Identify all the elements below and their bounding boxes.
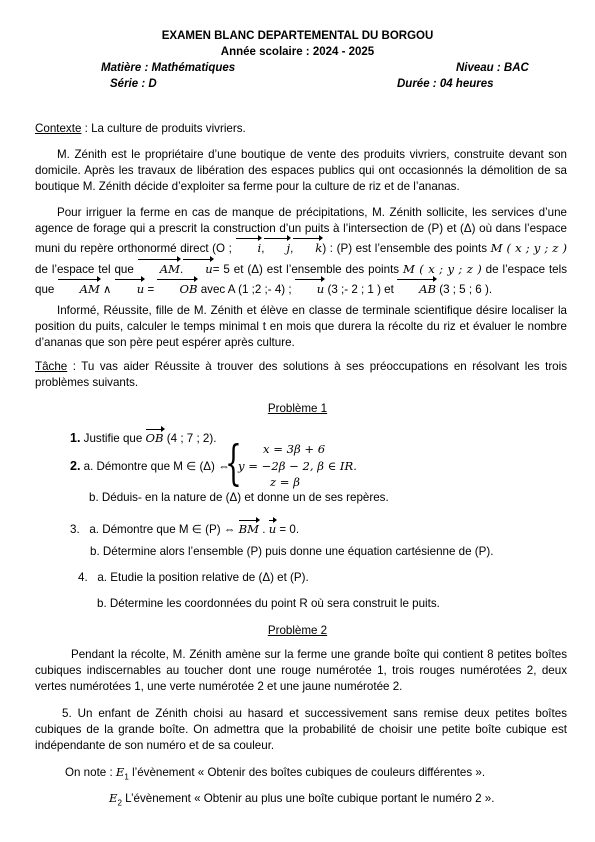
problem-2-title: Problème 2 (267, 624, 328, 637)
context-text: : La culture de produits vivriers. (81, 122, 246, 135)
context-paragraph-1: M. Zénith est le propriétaire d’une boutique de vente des produits vivriers, construite devant son domicile. Après les travaux de libération des espaces publics qui ont occasionnés la démolition de sa boutique M. Zénith décide d’exploiter sa ferme pour la culture de riz et de l’ananas. (35, 148, 567, 194)
task-label: Tâche (35, 360, 68, 373)
duration-label: Durée : 04 heures (397, 78, 494, 90)
question-2a: 2. a. Démontre que M ∈ (Δ) ⇔ (70, 459, 230, 473)
system-line-x: x = 3β + 6 (263, 442, 326, 456)
parametric-system (225, 435, 425, 491)
level-label: Niveau : BAC (456, 62, 529, 74)
context-label: Contexte (35, 122, 82, 135)
context-paragraph-2: Pour irriguer la ferme en cas de manque de précipitations, M. Zénith sollicite, les services d’une agence de forage qui a prescrit la construction d’un puits à l’intersection de (P) et (Δ) où dans l’espace muni du repère orthonormé direct (O ; i, j, k) : (P) est l’ensemble des points M ( x ; y ; z ) de l’espace tel que AM. u= 5 et (Δ) est l’ensemble des points M ( x ; y ; z ) de l’espace tels que AM ∧ u = OB avec A (1 ;2 ;- 4) ; u (3 ;- 2 ; 1 ) et AB (3 ; 5 ; 6 ). (35, 206, 568, 296)
task-text: : Tu vas aider Réussite à trouver des solutions à ses préoccupations en résolvant les trois problèmes suivants. (35, 360, 567, 390)
question-1: 1. Justifie que OB (4 ; 7 ; 2). (70, 428, 216, 445)
problem-1-title: Problème 1 (267, 402, 328, 415)
left-brace: { (225, 435, 242, 491)
event-e2-line: $E_2$ L’évènement « Obtenir au plus une boîte cubique portant le numéro 2 ». (109, 791, 495, 808)
context-paragraph-3: Informé, Réussite, fille de M. Zénith et élève en classe de terminale scientifique désire localiser la position du puits, calculer le temps minimal t en mois que durera la récolte du riz et évaluer le nombre d’ananas que son père peut espérer après culture. (35, 304, 567, 350)
question-2b: b. Déduis- en la nature de (Δ) et donne un de ses repères. (89, 491, 389, 504)
question-4a: 4. a. Etudie la position relative de (Δ) et (P). (78, 571, 309, 584)
system-line-z: z = β (270, 475, 300, 489)
problem-2-paragraph: Pendant la récolte, M. Zénith amène sur la ferme une grande boîte qui contient 8 petites boîtes cubiques indiscernables au toucher dont une rouge numérotée 1, trois rouges numérotées 2, deux vertes numérotées 1, une verte numérotée 2 et une jaune numérotée 2. (35, 648, 567, 694)
question-4b: b. Détermine les coordonnées du point R où sera construit le puits. (97, 597, 440, 610)
series-label: Série : D (110, 78, 157, 90)
question-3b: b. Détermine alors l’ensemble (P) puis donne une équation cartésienne de (P). (90, 545, 494, 558)
context-line (35, 122, 246, 135)
school-year: Année scolaire : 2024 - 2025 (220, 46, 375, 58)
exam-title: EXAMEN BLANC DEPARTEMENTAL DU BORGOU (161, 30, 434, 42)
system-line-y: y = −2β − 2, β ∈ IR. (238, 459, 357, 473)
question-5: 5. Un enfant de Zénith choisi au hasard et successivement sans remise deux petites boîtes cubiques de la grande boîte. On admettra que la probabilité de choisir une petite boîte cubique est indépendante de son numéro et de sa couleur. (35, 707, 567, 753)
event-e1-line: On note : $E_1$ l’évènement « Obtenir des boîtes cubiques de couleurs différentes ». (65, 765, 486, 782)
task-paragraph (35, 359, 567, 391)
subject-label: Matière : Mathématiques (101, 62, 236, 74)
question-3a: 3. a. Démontre que M ∈ (P) ⇔ BM . u = 0. (70, 519, 299, 536)
